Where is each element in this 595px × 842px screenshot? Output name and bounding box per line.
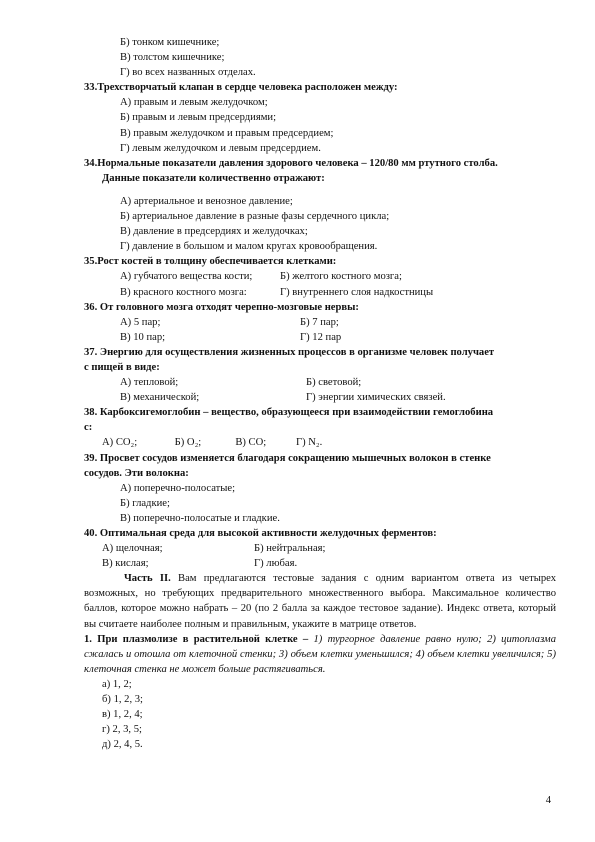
question-1-title: 1. При плазмолизе в растительной клетке – — [84, 633, 314, 645]
answer-option: б) 1, 2, 3; — [102, 694, 143, 706]
question-33-title: 33.Трехстворчатый клапан в сердце человека расположен между: — [84, 82, 398, 94]
answer-option: Г) внутреннего слоя надкостницы — [280, 286, 434, 298]
answer-option: Б) правым и левым предсердиями; — [120, 112, 277, 124]
answer-row — [84, 390, 556, 405]
answer-option: а) 1, 2; — [102, 678, 132, 690]
answer-option: Г) N₂. — [295, 437, 323, 449]
answer-option: А) губчатого вещества кости; — [120, 271, 253, 283]
answer-option: д) 2, 4, 5. — [102, 739, 143, 751]
question-36-title: 36. От головного мозга отходят черепно-мозговые нервы: — [84, 301, 359, 313]
question-38-title-cont: с: — [84, 422, 93, 434]
question-39-title-cont: сосудов. Эти волокна: — [84, 467, 189, 479]
answer-row — [84, 541, 556, 556]
page-number: 4 — [545, 795, 551, 806]
answer-option: В) СО; — [235, 437, 267, 449]
question-35-title: 35.Рост костей в толщину обеспечивается клетками: — [84, 256, 337, 268]
answer-option: Г) давление в большом и малом кругах кровообращения. — [120, 241, 378, 253]
answer-option: А) поперечно-полосатые; — [120, 482, 236, 494]
answer-option: В) красного костного мозга: — [120, 286, 247, 298]
answer-option: В) толстом кишечнике; — [120, 52, 225, 64]
answer-option: Б) световой; — [306, 377, 362, 389]
answer-option: В) механической; — [120, 392, 200, 404]
question-34-title-cont: Данные показатели количественно отражают: — [102, 172, 325, 184]
answer-option: Б) гладкие; — [120, 497, 170, 509]
part-2-text: Вам предлагаются тестовые задания с одним вариантом ответа из четырех возможных, но требующих предварительного множественного выбора. Максимальное количество баллов, которое можно набрать – 20 (по 2 балла за каждое тестовое задание). Индекс ответа, который вы считаете наиболее полным и правильным, укажите в матрице ответов. — [84, 573, 557, 630]
part-2-intro — [84, 571, 556, 631]
answer-option: В) поперечно-полосатые и гладкие. — [120, 512, 280, 524]
answer-option: В) правым желудочком и правым предсердием; — [120, 127, 334, 139]
answer-option: В) 10 пар; — [120, 331, 166, 343]
answer-row — [84, 556, 556, 571]
answer-option: Б) тонком кишечнике; — [120, 37, 220, 48]
answer-option: Б) нейтральная; — [254, 543, 326, 555]
answer-option: А) артериальное и венозное давление; — [120, 195, 293, 207]
answer-option: Г) любая. — [254, 558, 298, 570]
answer-row — [84, 435, 556, 450]
answer-row — [84, 269, 556, 284]
question-39-title: 39. Просвет сосудов изменяется благодаря сокращению мышечных волокон в стенке — [84, 452, 491, 464]
answer-option: Б) артериальное давление в разные фазы сердечного цикла; — [120, 211, 390, 223]
answer-row — [84, 285, 556, 300]
answer-row — [84, 375, 556, 390]
answer-option: Г) во всех названных отделах. — [120, 67, 256, 79]
question-34-title: 34.Нормальные показатели давления здорового человека – 120/80 мм ртутного столба. — [84, 157, 498, 169]
question-37-title-cont: с пищей в виде: — [84, 361, 160, 373]
answer-option: А) щелочная; — [102, 543, 163, 555]
answer-option: в) 1, 2, 4; — [102, 709, 143, 721]
answer-option: А) правым и левым желудочком; — [120, 97, 268, 109]
answer-row — [84, 315, 556, 330]
answer-option: Г) энергии химических связей. — [306, 392, 446, 404]
answer-option: В) давление в предсердиях и желудочках; — [120, 226, 308, 238]
answer-option: А) СО₂; — [102, 437, 138, 449]
question-40-title: 40. Оптимальная среда для высокой активности желудочных ферментов: — [84, 528, 437, 539]
question-1 — [84, 632, 556, 677]
answer-option: Б) О₂; — [174, 437, 202, 449]
answer-option: г) 2, 3, 5; — [102, 724, 142, 736]
part-2-label: Часть II. — [124, 573, 171, 585]
answer-option: В) кислая; — [102, 558, 149, 570]
question-38-title: 38. Карбоксигемоглобин – вещество, образующееся при взаимодействии гемоглобина — [84, 407, 494, 419]
answer-option: Б) желтого костного мозга; — [280, 271, 402, 283]
answer-option: Г) левым желудочком и левым предсердием. — [120, 142, 321, 154]
question-37-title: 37. Энергию для осуществления жизненных процессов в организме человек получает — [84, 346, 495, 358]
question-1-text: 1) тургорное давление равно нулю; 2) цитоплазма сжалась и отошла от клеточной стенки; 3) объем клетки уменьшился; 4) объем клетки увеличился; 5) клеточная стенка не может больше растягиваться. — [84, 633, 556, 675]
answer-row — [84, 330, 556, 345]
page-content — [84, 35, 556, 752]
answer-option: А) тепловой; — [120, 377, 179, 389]
answer-option: Г) 12 пар — [300, 331, 342, 343]
answer-option: А) 5 пар; — [120, 316, 161, 328]
answer-option: Б) 7 пар; — [300, 316, 339, 328]
